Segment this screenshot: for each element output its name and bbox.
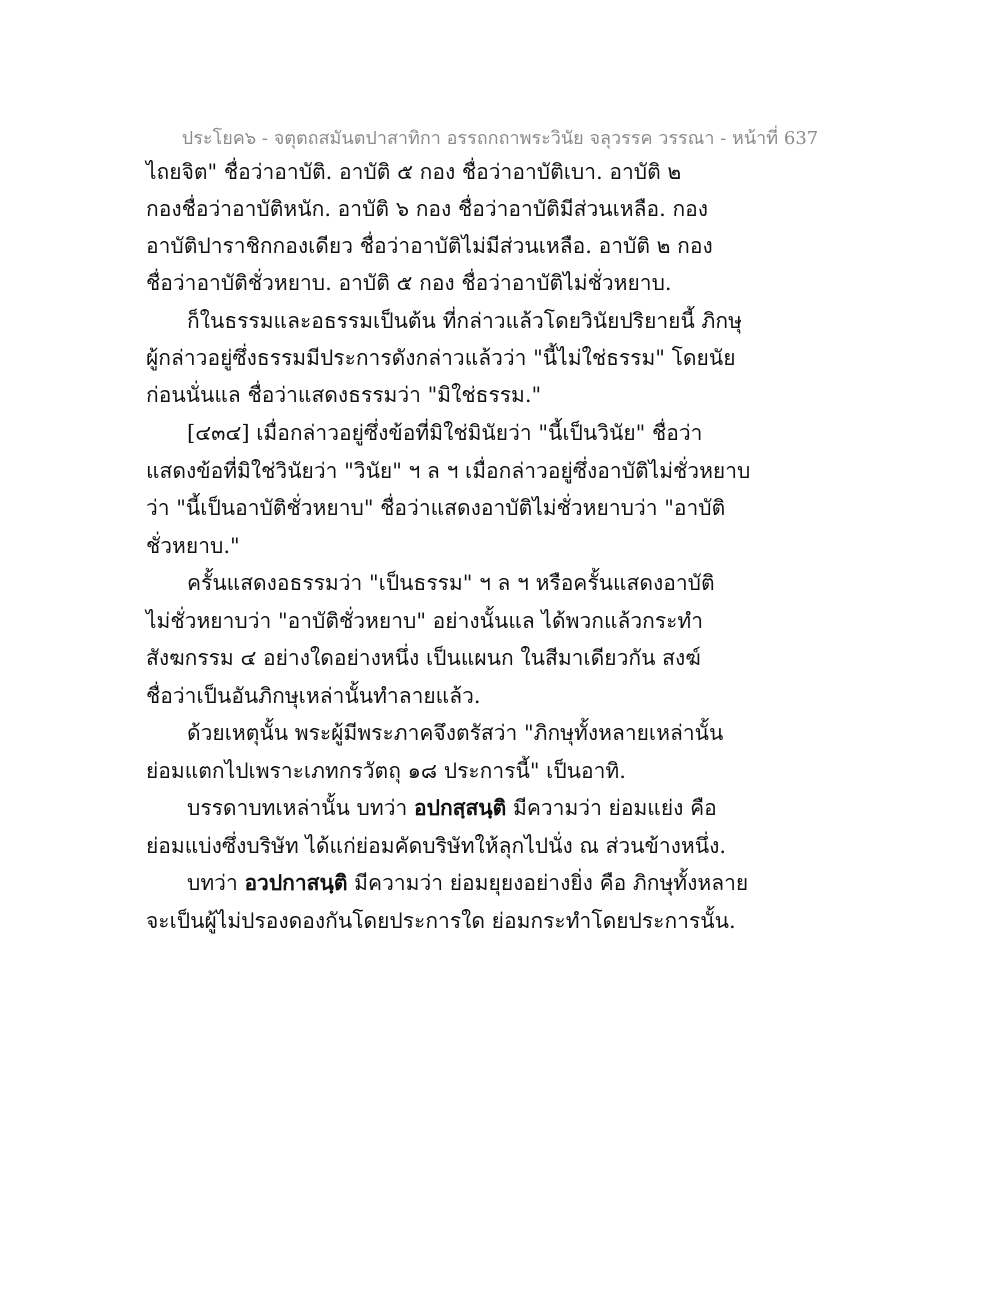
text-line: กองชื่อว่าอาบัติหนัก. อาบัติ ๖ กอง ชื่อว่าอาบัติมีส่วนเหลือ. กอง xyxy=(146,197,709,221)
paragraph-first-line: [๔๓๔] เมื่อกล่าวอยู่ซึ่งข้อที่มิใช่มินัยว่า "นี้เป็นวินัย" ชื่อว่า xyxy=(187,421,703,445)
text-segment: มีความว่า ย่อมแย่ง คือ xyxy=(506,796,717,820)
text-segment: บทว่า xyxy=(187,871,245,895)
text-line: ผู้กล่าวอยู่ซึ่งธรรมมีประการดังกล่าวแล้วว่า "นี้ไม่ใช่ธรรม" โดยนัย xyxy=(146,346,736,370)
text-line: ย่อมแตกไปเพราะเภทกรวัตถุ ๑๘ ประการนี้" เป็นอาทิ. xyxy=(146,759,626,783)
text-line: ชื่อว่าเป็นอันภิกษุเหล่านั้นทำลายแล้ว. xyxy=(146,684,481,708)
text-line: ชื่อว่าอาบัติชั่วหยาบ. อาบัติ ๕ กอง ชื่อว่าอาบัติไม่ชั่วหยาบ. xyxy=(146,271,672,295)
paragraph-first-line xyxy=(187,793,717,823)
page-header: ประโยค๖ - จตุตถสมันตปาสาทิกา อรรถกถาพระวินัย จลุวรรค วรรณา - หน้าที่ 637 xyxy=(181,128,819,149)
text-line: ก่อนนั่นแล ชื่อว่าแสดงธรรมว่า "มิใช่ธรรม." xyxy=(146,383,542,407)
paragraph-first-line xyxy=(187,868,748,898)
text-line: ว่า "นี้เป็นอาบัติชั่วหยาบ" ชื่อว่าแสดงอาบัติไม่ชั่วหยาบว่า "อาบัติ xyxy=(146,496,726,520)
text-segment: บรรดาบทเหล่านั้น บทว่า xyxy=(187,796,414,820)
text-line: แสดงข้อที่มิใช่วินัยว่า "วินัย" ฯ ล ฯ เมื่อกล่าวอยู่ซึ่งอาบัติไม่ชั่วหยาบ xyxy=(146,459,751,483)
text-line: จะเป็นผู้ไม่ปรองดองกันโดยประการใด ย่อมกระทำโดยประการนั้น. xyxy=(146,909,736,933)
paragraph-first-line: ก็ในธรรมและอธรรมเป็นต้น ที่กล่าวแล้วโดยวินัยปริยายนี้ ภิกษุ xyxy=(187,309,742,333)
text-line: ชั่วหยาบ." xyxy=(146,534,240,558)
text-line: ไม่ชั่วหยาบว่า "อาบัติชั่วหยาบ" อย่างนั้นแล ได้พวกแล้วกระทำ xyxy=(146,609,704,633)
text-line: สังฆกรรม ๔ อย่างใดอย่างหนึ่ง เป็นแผนก ในสีมาเดียวกัน สงฆ์ xyxy=(146,646,701,670)
paragraph-first-line: ครั้นแสดงอธรรมว่า "เป็นธรรม" ฯ ล ฯ หรือครั้นแสดงอาบัติ xyxy=(187,571,715,595)
bold-term: อวปกาสนฺติ xyxy=(244,870,348,895)
bold-term: อปกสฺสนฺติ xyxy=(414,795,507,820)
text-segment: มีความว่า ย่อมยุยงอย่างยิ่ง คือ ภิกษุทั้งหลาย xyxy=(347,871,749,895)
text-line: ไถยจิต" ชื่อว่าอาบัติ. อาบัติ ๕ กอง ชื่อว่าอาบัติเบา. อาบัติ ๒ xyxy=(146,160,682,184)
text-line: อาบัติปาราชิกกองเดียว ชื่อว่าอาบัติไม่มีส่วนเหลือ. อาบัติ ๒ กอง xyxy=(146,234,713,258)
paragraph-first-line: ด้วยเหตุนั้น พระผู้มีพระภาคจึงตรัสว่า "ภิกษุทั้งหลายเหล่านั้น xyxy=(187,721,724,745)
text-line: ย่อมแบ่งซึ่งบริษัท ได้แก่ย่อมคัดบริษัทให้ลุกไปนั่ง ณ ส่วนข้างหนึ่ง. xyxy=(146,834,727,858)
